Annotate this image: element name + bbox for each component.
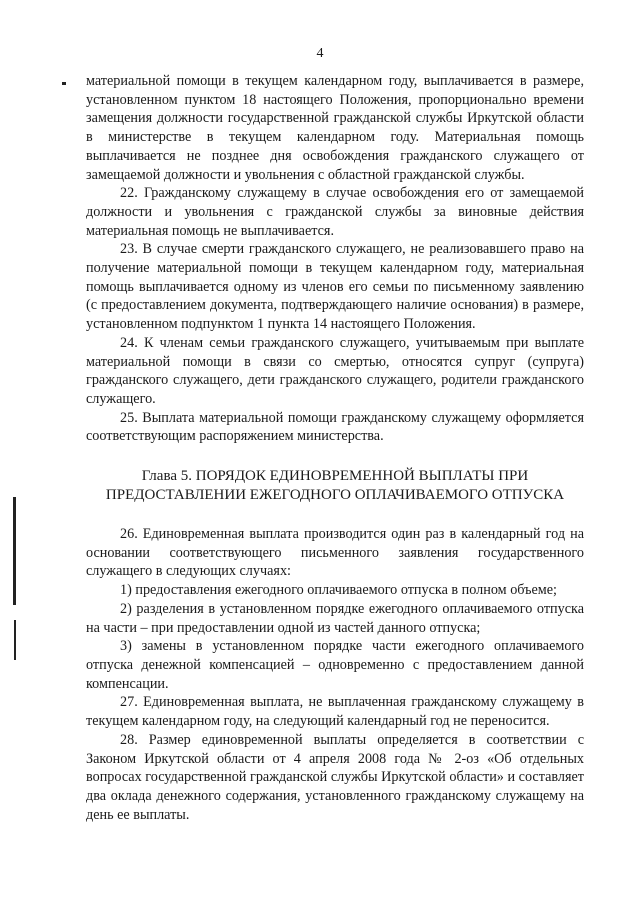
chapter-heading-line-2: ПРЕДОСТАВЛЕНИИ ЕЖЕГОДНОГО ОПЛАЧИВАЕМОГО ОТПУСКА xyxy=(105,487,565,504)
chapter-heading xyxy=(86,467,584,505)
page-number: 4 xyxy=(316,46,324,61)
chapter-heading-line-1: Глава 5. ПОРЯДОК ЕДИНОВРЕМЕННОЙ ВЫПЛАТЫ ПРИ xyxy=(141,468,529,485)
list-item-1: 1) предоставления ежегодного оплачиваемого отпуска в полном объеме; xyxy=(120,582,558,599)
paragraph-25: 25. Выплата материальной помощи гражданскому служащему оформляется соответствующим распоряжением министерства. xyxy=(86,409,584,445)
paragraph-28: 28. Размер единовременной выплаты определяется в соответствии с Законом Иркутской области от 4 апреля 2008 года № 2-оз «Об отдельных вопросах государственной гражданской службы Иркутской области» и составляет два оклада денежного содержания, установленного гражданскому служащему на день ее выплаты. xyxy=(86,731,584,823)
paragraph-22: 22. Гражданскому служащему в случае освобождения его от замещаемой должности и увольнения с гражданской службы за виновные действия материальная помощь не выплачивается. xyxy=(86,185,584,239)
paragraph-27: 27. Единовременная выплата, не выплаченная гражданскому служащему в текущем календарном году, на следующий календарный год не переносится. xyxy=(86,694,584,730)
scan-margin-mark xyxy=(14,620,16,660)
paragraph-21-continuation: материальной помощи в текущем календарном году, выплачивается в размере, установленном пунктом 18 настоящего Положения, пропорционально времени замещения должности государственной гражданской службы Иркутской области в министерстве в текущем календарном году. Материальная помощь выплачивается не позднее дня освобождения гражданского служащего от замещаемой должности и увольнения с областной гражданской службы. xyxy=(86,73,584,183)
document-body xyxy=(86,72,584,824)
paragraph-23: 23. В случае смерти гражданского служащего, не реализовавшего право на получение материальной помощи в текущем календарном году, материальная помощь выплачивается одному из членов его семьи по письменному заявлению (с предоставлением документа, подтверждающего наличие основания) в размере, установленном подпунктом 1 пункта 14 настоящего Положения. xyxy=(86,241,584,333)
paragraph-24: 24. К членам семьи гражданского служащего, учитываемым при выплате материальной помощи в связи со смертью, относятся супруг (супруга) гражданского служащего, дети гражданского служащего, родители гражданского служащего. xyxy=(86,334,584,407)
list-item-2: 2) разделения в установленном порядке ежегодного оплачиваемого отпуска на части – при предоставлении одной из частей данного отпуска; xyxy=(86,600,584,636)
list-item-3: 3) замены в установленном порядке части ежегодного оплачиваемого отпуска денежной компенсацией – одновременно с предоставлением данной компенсации. xyxy=(86,638,584,692)
paragraph-26: 26. Единовременная выплата производится один раз в календарный год на основании соответствующего письменного заявления государственного служащего в следующих случаях: xyxy=(86,526,584,580)
scan-margin-mark xyxy=(13,497,16,605)
scan-speck xyxy=(62,82,66,85)
